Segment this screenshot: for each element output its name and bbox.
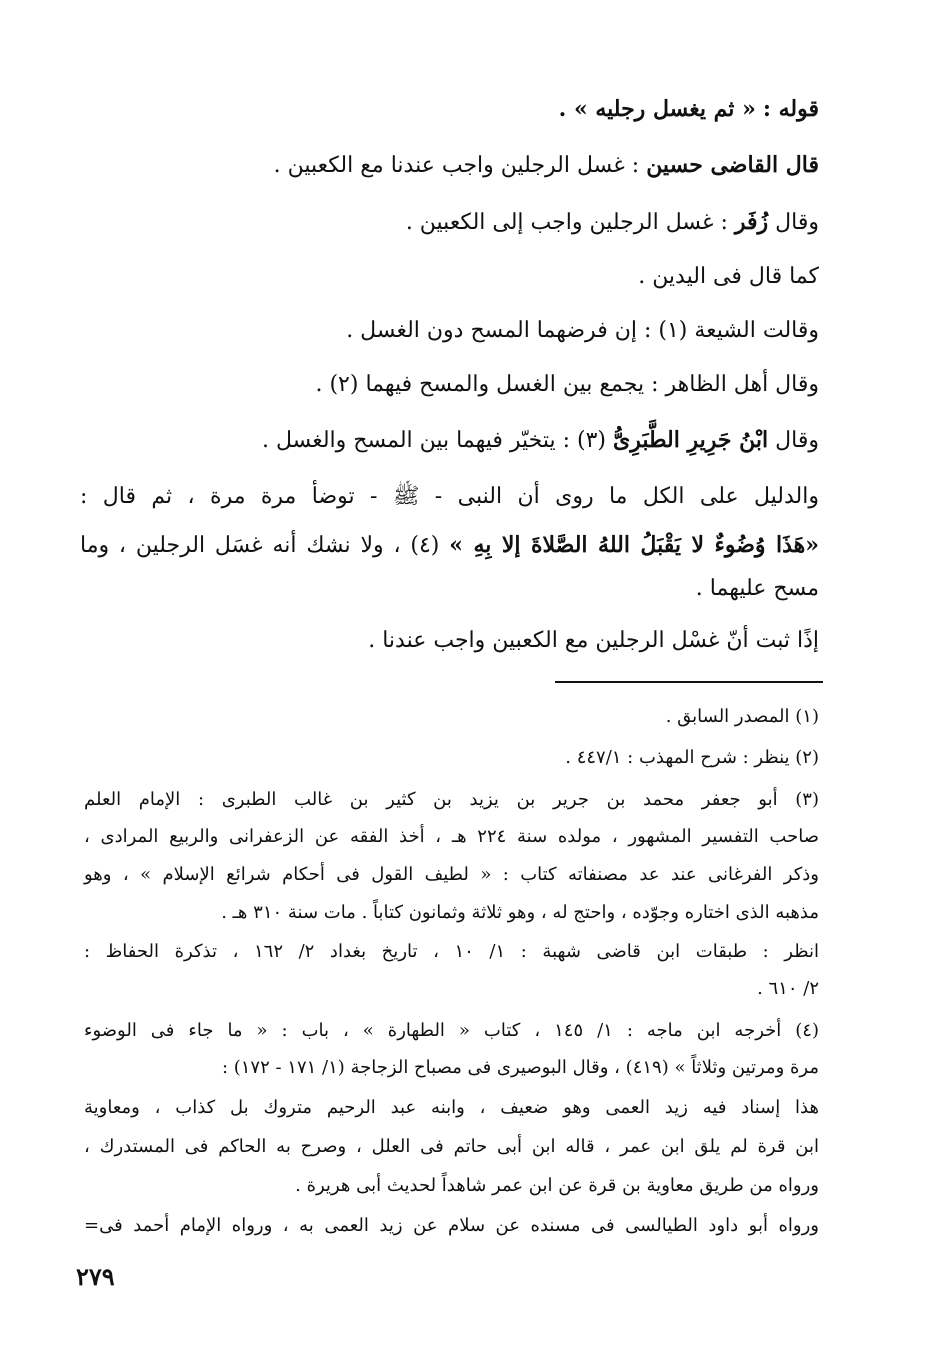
footnote-3-line-3: وذكر الفرغانى عند عد مصنفاته كتاب : « لطيف القول فى أحكام شرائع الإسلام » ، وهو [84,864,819,885]
scholar-opinion: : غسل الرجلين واجب عندنا مع الكعبين . [273,153,640,178]
footnote-separator [555,681,823,683]
scholar-name: زُفَر [734,209,769,235]
quoted-text: « ثم يغسل رجليه » . [558,96,756,122]
page-number: ٢٧٩ [76,1262,115,1291]
scholar-name: قال القاضى حسين [646,152,819,178]
line-prefix: وقال [775,428,819,453]
main-line-6: وقال أهل الظاهر : يجمع بين الغسل والمسح فيهما (٢) . [315,372,819,397]
footnote-3-line-4: مذهبه الذى اختاره وجوّده ، واحتج له ، وهو ثلاثة وثمانون كتاباً . مات سنة ٣١٠ هـ . [221,902,819,923]
main-line-8: والدليل على الكل ما روى أن النبى - ﷺ - توضأ مرة مرة ، ثم قال : [80,484,819,509]
main-line-3 [406,209,819,235]
main-line-1 [559,96,819,122]
main-line-5: وقالت الشيعة (١) : إن فرضهما المسح دون الغسل . [346,318,819,343]
footnote-3-line-6: ٢/ ٦١٠ . [757,978,819,999]
footnote-4-line-2: مرة ومرتين وثلاثاً » (٤١٩) ، وقال البوصيرى فى مصباح الزجاجة (١/ ١٧١ - ١٧٢) : [221,1057,819,1078]
hadith-text: «هَذَا وُضُوءٌ لا يَقْبَلُ اللهُ الصَّلاةَ إلا بِهِ » [449,532,819,558]
scholar-name: ابْنُ جَرِيرِ الطَّبَرِىُّ [613,427,769,453]
main-line-11: إذًا ثبت أنّ غسْل الرجلين مع الكعبين واجب عندنا . [368,628,819,653]
footnote-4-line-3: هذا إسناد فيه زيد العمى وهو ضعيف ، وابنه عبد الرحيم متروك بل كذاب ، ومعاوية [84,1097,819,1118]
footnote-4-line-4: ابن قرة لم يلق ابن عمر ، قاله ابن أبى حاتم فى العلل ، وصرح به الحاكم فى المستدرك ، [84,1136,819,1157]
footnote-1: (١) المصدر السابق . [665,706,819,727]
footnote-3-line-5: انظر : طبقات ابن قاضى شهبة : ١/ ١٠ ، تاريخ بغداد ٢/ ١٦٢ ، تذكرة الحفاظ : [84,941,820,962]
scholar-opinion: (٣) : يتخيّر فيهما بين المسح والغسل . [261,428,606,453]
footnote-3-line-2: صاحب التفسير المشهور ، مولده سنة ٢٢٤ هـ ، أخذ الفقه عن الزعفرانى والربيع المرادى ، [84,826,819,847]
quote-label: قوله : [762,96,819,122]
footnote-2: (٢) ينظر : شرح المهذب : ٤٤٧/١ . [565,747,819,768]
main-line-10: مسح عليهما . [695,576,819,601]
hadith-comment: (٤) ، ولا نشك أنه غسَل الرجلين ، وما [80,533,440,558]
scholar-opinion: : غسل الرجلين واجب إلى الكعبين . [405,210,728,235]
footnote-4-line-1: (٤) أخرجه ابن ماجه : ١/ ١٤٥ ، كتاب « الطهارة » ، باب : « ما جاء فى الوضوء [84,1020,819,1041]
footnote-4-line-5: ورواه من طريق معاوية بن قرة عن ابن عمر شاهداً لحديث أبى هريرة . [295,1175,819,1196]
main-line-2 [274,152,819,178]
footnote-4-line-6: ورواه أبو داود الطيالسى فى مسنده عن سلام عن زيد العمى به ، ورواه الإمام أحمد فى= [84,1215,819,1236]
main-line-9 [80,532,819,558]
main-line-4: كما قال فى اليدين . [638,264,819,289]
line-prefix: وقال [775,210,819,235]
footnote-3-line-1: (٣) أبو جعفر محمد بن جرير بن يزيد بن كثير بن غالب الطبرى : الإمام العلم [84,789,819,810]
main-line-7 [262,427,819,453]
